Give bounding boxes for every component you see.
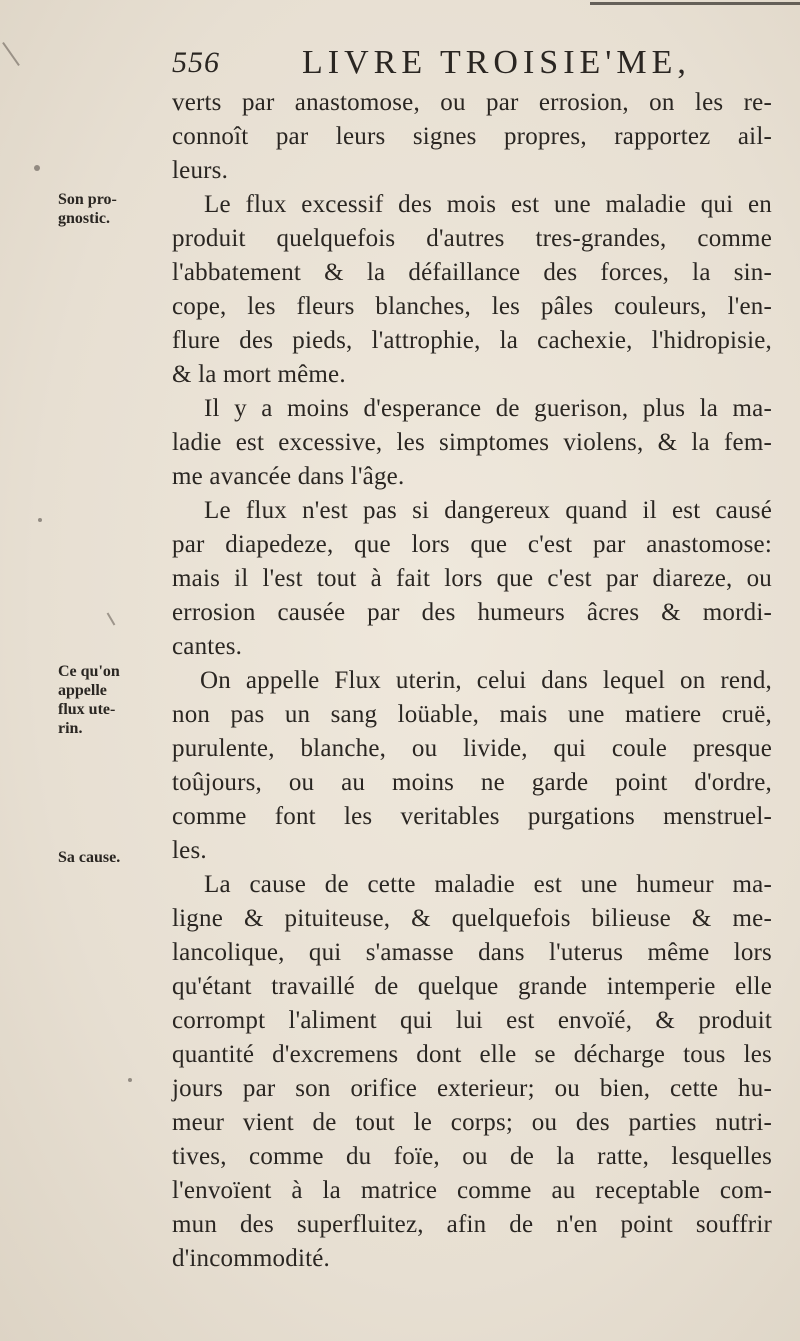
paragraph-start-line: On appelle Flux uterin, celui dans lequel on rend, [200, 667, 772, 694]
text-line: mais il l'est tout à fait lors que c'est par diareze, ou [172, 565, 772, 592]
text-line: qu'étant travaillé de quelque grande intemperie elle [172, 973, 772, 1000]
text-line: verts par anastomose, ou par errosion, on les re- [172, 89, 772, 116]
text-line: cope, les fleurs blanches, les pâles couleurs, l'en- [172, 293, 772, 320]
text-line: non pas un sang loüable, mais une matiere cruë, [172, 701, 772, 728]
text-line: comme font les veritables purgations menstruel- [172, 803, 772, 830]
paper-mark [107, 612, 116, 625]
text-line: flure des pieds, l'attrophie, la cachexie, l'hidropisie, [172, 327, 772, 354]
margin-note-flux-uterin [58, 662, 120, 738]
text-line: les. [172, 837, 207, 864]
text-line: ladie est excessive, les simptomes violens, & la fem- [172, 429, 772, 456]
page-header [172, 46, 712, 90]
margin-note-line: Ce qu'on [58, 663, 120, 680]
text-line: toûjours, ou au moins ne garde point d'ordre, [172, 769, 772, 796]
paragraph-start-line: Le flux excessif des mois est une maladie qui en [204, 191, 772, 218]
margin-note-line: Sa cause. [58, 849, 121, 866]
paper-speck [34, 165, 40, 171]
margin-note-line: Son pro- [58, 191, 117, 208]
margin-note-cause [58, 848, 120, 867]
paper-speck [128, 1078, 132, 1082]
body-text [172, 86, 772, 1276]
paper-mark [2, 42, 20, 66]
text-line: errosion causée par des humeurs âcres & mordi- [172, 599, 772, 626]
running-title: LIVRE TROISIE'ME, [302, 44, 691, 81]
margin-note-line: appelle [58, 682, 107, 699]
page-number: 556 [172, 46, 220, 79]
text-line: meur vient de tout le corps; ou des parties nutri- [172, 1109, 772, 1136]
text-line: ligne & pituiteuse, & quelquefois bilieuse & me- [172, 905, 772, 932]
text-line: leurs. [172, 157, 229, 184]
margin-note-prognostic [58, 190, 117, 228]
text-line: produit quelquefois d'autres tres-grandes, comme [172, 225, 772, 252]
text-line: l'envoïent à la matrice comme au receptable com- [172, 1177, 772, 1204]
text-line: d'incommodité. [172, 1245, 330, 1272]
page-edge-rule [590, 2, 800, 5]
text-line: l'abbatement & la défaillance des forces, la sin- [172, 259, 772, 286]
margin-note-line: gnostic. [58, 210, 110, 227]
text-line: quantité d'excremens dont elle se décharge tous les [172, 1041, 772, 1068]
text-line: connoît par leurs signes propres, rapportez ail- [172, 123, 772, 150]
paper-speck [38, 518, 42, 522]
text-line: mun des superfluitez, afin de n'en point souffrir [172, 1211, 772, 1238]
text-line: jours par son orifice exterieur; ou bien, cette hu- [172, 1075, 772, 1102]
margin-note-line: flux ute- [58, 701, 116, 718]
text-line: lancolique, qui s'amasse dans l'uterus même lors [172, 939, 772, 966]
text-line: & la mort même. [172, 361, 346, 388]
paragraph-start-line: Le flux n'est pas si dangereux quand il est causé [204, 497, 772, 524]
margin-note-line: rin. [58, 720, 83, 737]
text-line: cantes. [172, 633, 243, 660]
text-line: par diapedeze, que lors que c'est par anastomose: [172, 531, 772, 558]
text-line: me avancée dans l'âge. [172, 463, 405, 490]
paragraph-start-line: La cause de cette maladie est une humeur ma- [204, 871, 772, 898]
paragraph-start-line: Il y a moins d'esperance de guerison, plus la ma- [204, 395, 772, 422]
text-line: tives, comme du foïe, ou de la ratte, lesquelles [172, 1143, 772, 1170]
text-line: corrompt l'aliment qui lui est envoïé, & produit [172, 1007, 772, 1034]
text-line: purulente, blanche, ou livide, qui coule presque [172, 735, 772, 762]
